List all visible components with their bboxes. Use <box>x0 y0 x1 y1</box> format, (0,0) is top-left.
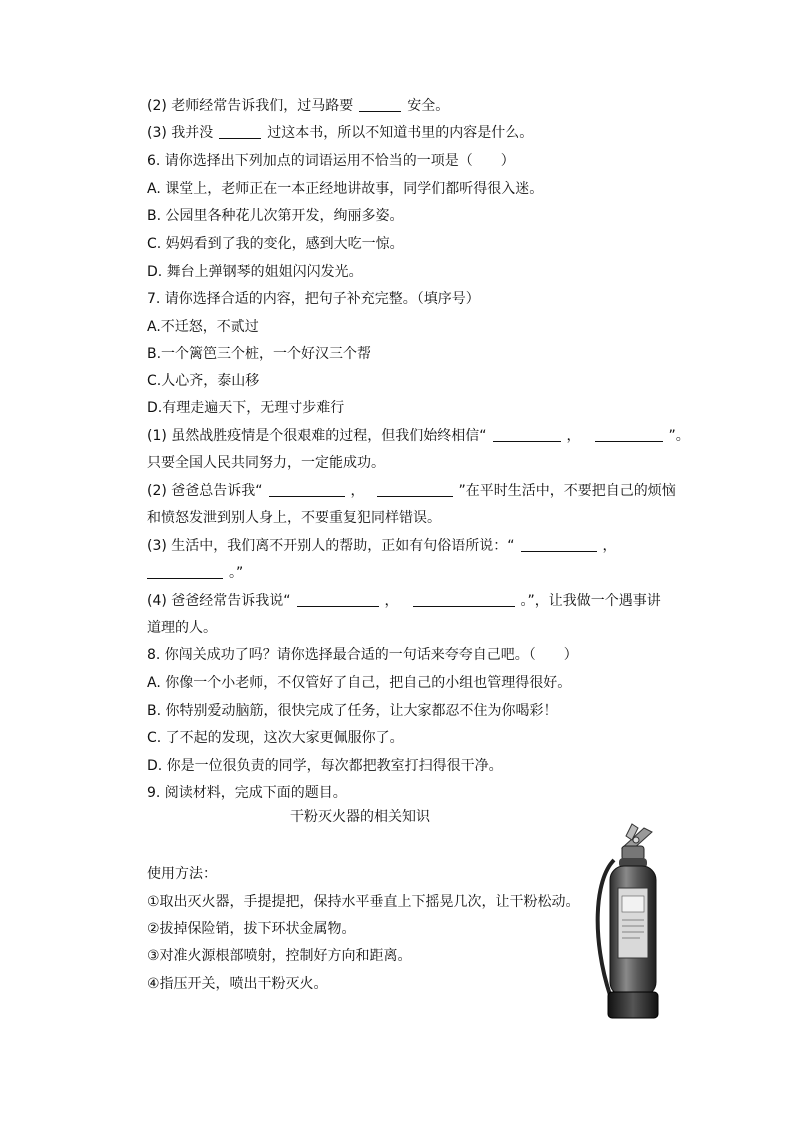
q7-s4-mid: ， <box>384 593 399 609</box>
blank[interactable] <box>493 427 561 442</box>
q9-question: 9. 阅读材料，完成下面的题目。 <box>147 785 347 801</box>
q5-line-2 <box>147 96 449 116</box>
blank[interactable] <box>521 537 597 552</box>
q7-question: 7. 请你选择合适的内容，把句子补充完整。（填序号） <box>147 291 480 307</box>
usage-label: 使用方法： <box>147 866 217 882</box>
q8-option-b: B. 你特别爱动脑筋，很快完成了任务，让大家都忍不住为你喝彩！ <box>147 703 558 719</box>
usage-step-4: ④指压开关，喷出干粉灭火。 <box>147 976 328 992</box>
q7-s4-post: 。”，让我做一个遇事讲 <box>520 593 661 609</box>
q7-s1-mid: ， <box>566 428 581 444</box>
q6-question: 6. 请你选择出下列加点的词语运用不恰当的一项是（ ） <box>147 153 515 169</box>
q7-s1-pre: (1) 虽然战胜疫情是个很艰难的过程，但我们始终相信“ <box>147 428 487 444</box>
blank[interactable] <box>595 427 663 442</box>
material-title: 干粉灭火器的相关知识 <box>290 809 430 825</box>
q7-sentence-2 <box>147 481 676 501</box>
q5-line-3-pre: (3) 我并没 <box>147 125 214 141</box>
q7-s2-mid: ， <box>350 483 365 499</box>
blank[interactable] <box>359 97 401 112</box>
q6-option-d: D. 舞台上弹钢琴的姐姐闪闪发光。 <box>147 264 363 280</box>
blank[interactable] <box>219 124 261 139</box>
q7-sentence-4 <box>147 591 661 611</box>
q7-sentence-2-cont: 和愤怒发泄到别人身上，不要重复犯同样错误。 <box>147 510 441 526</box>
q7-s1-post: ”。 <box>668 428 690 444</box>
fire-extinguisher-icon <box>592 820 672 1020</box>
q7-option-a: A.不迁怒，不贰过 <box>147 319 259 335</box>
q7-sentence-1 <box>147 426 690 446</box>
q7-s3-mid: ， <box>602 538 617 554</box>
q6-option-a: A. 课堂上，老师正在一本正经地讲故事，同学们都听得很入迷。 <box>147 181 544 197</box>
q5-line-3-post: 过这本书，所以不知道书里的内容是什么。 <box>267 125 534 141</box>
q7-sentence-1-cont: 只要全国人民共同努力，一定能成功。 <box>147 455 385 471</box>
q5-line-2-pre: (2) 老师经常告诉我们，过马路要 <box>147 98 354 114</box>
q6-option-c: C. 妈妈看到了我的变化，感到大吃一惊。 <box>147 236 404 252</box>
q7-s2-post: ”在平时生活中，不要把自己的烦恼 <box>458 483 676 499</box>
q7-s3-pre: (3) 生活中，我们离不开别人的帮助，正如有句俗语所说：“ <box>147 538 515 554</box>
q8-option-c: C. 了不起的发现，这次大家更佩服你了。 <box>147 730 404 746</box>
q7-option-c: C.人心齐，泰山移 <box>147 373 260 389</box>
blank[interactable] <box>269 482 345 497</box>
q8-option-d: D. 你是一位很负责的同学，每次都把教室打扫得很干净。 <box>147 758 503 774</box>
q7-s3-post: 。” <box>229 565 244 581</box>
q7-s4-pre: (4) 爸爸经常告诉我说“ <box>147 593 291 609</box>
blank[interactable] <box>147 564 223 579</box>
blank[interactable] <box>297 592 379 607</box>
usage-step-3: ③对准火源根部喷射，控制好方向和距离。 <box>147 948 412 964</box>
q5-line-2-post: 安全。 <box>407 98 450 114</box>
q7-sentence-3 <box>147 536 617 556</box>
q8-option-a: A. 你像一个小老师，不仅管好了自己，把自己的小组也管理得很好。 <box>147 675 572 691</box>
usage-step-2: ②拔掉保险销，拔下环状金属物。 <box>147 921 356 937</box>
q7-option-b: B.一个篱笆三个桩，一个好汉三个帮 <box>147 346 372 362</box>
q5-line-3 <box>147 123 533 143</box>
blank[interactable] <box>377 482 453 497</box>
q7-option-d: D.有理走遍天下，无理寸步难行 <box>147 400 345 416</box>
q7-sentence-3-cont <box>147 563 243 583</box>
q6-option-b: B. 公园里各种花儿次第开发，绚丽多姿。 <box>147 208 404 224</box>
blank[interactable] <box>413 592 515 607</box>
q7-sentence-4-cont: 道理的人。 <box>147 620 217 636</box>
q8-question: 8. 你闯关成功了吗？请你选择最合适的一句话来夸夸自己吧。（ ） <box>147 647 578 663</box>
usage-step-1: ①取出灭火器，手提提把，保持水平垂直上下摇晃几次，让干粉松动。 <box>147 894 580 910</box>
q7-s2-pre: (2) 爸爸总告诉我“ <box>147 483 263 499</box>
